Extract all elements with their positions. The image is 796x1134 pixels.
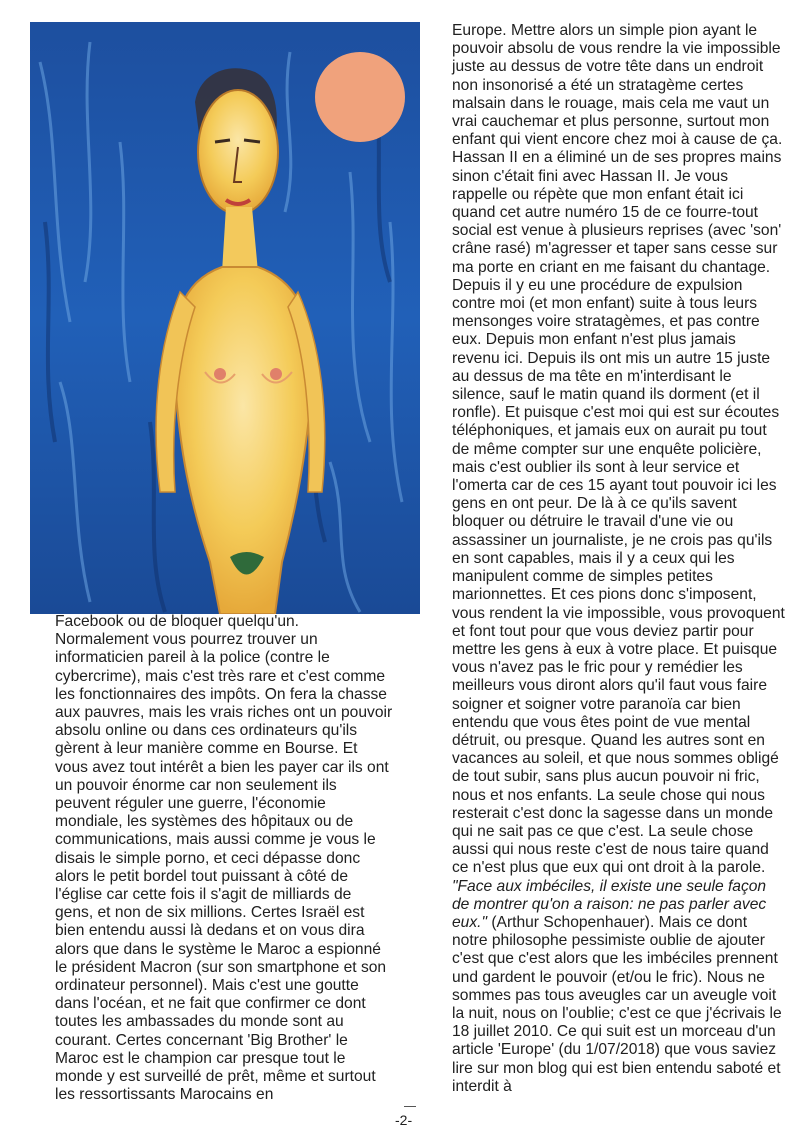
left-column [55,613,393,1104]
schopenhauer-quote: "Face aux imbéciles, il existe une seule façon de montrer qu'on a raison: ne pas parler avec eux." [452,877,767,931]
left-column-text: Facebook ou de bloquer quelqu'un. Normalement vous pourrez trouver un informaticien pareil à la police (contre le cybercrime), mais c'est très rare et c'est comme les fonctionnaires des impôts. On fera la chasse aux pauvres, mais les vrais riches ont un pouvoir absolu online ou dans ces ordinateurs qu'ils gèrent à leur manière comme en Bourse. Et vous avez tout intérêt a bien les payer car ils ont un pouvoir énorme car non seulement ils peuvent réguler une guerre, l'économie mondiale, les systèmes des hôpitaux ou de communications, mais aussi comme je vous le disais le simple porno, et ceci dépasse donc alors le petit bordel tout puissant à côté de l'église car cette fois il s'agit de milliards de gens, et non de six millions. Certes Israël est bien entendu aussi là dedans et on vous dira alors que dans le système le Maroc a espionné le président Macron (sur son smartphone et son ordinateur personnel). Mais c'est une goutte dans l'océan, et ne fait que confirmer ce dont toutes les ambassades du monde sont au courant. Certes concernant 'Big Brother' le Maroc est le champion car presque tout le monde y est surveillé de prêt, même et surtout les ressortissants Marocains en [55,613,393,1104]
page-mark [404,1106,416,1107]
painting-svg [30,22,420,614]
right-column-text-before-quote: Europe. Mettre alors un simple pion ayant le pouvoir absolu de vous rendre la vie impossible juste au dessus de votre tête dans un endroit non insonorisé a été un stratagème certes malsain dans le rouage, mais cela me vaut un vrai cauchemar et plus personne, surtout mon enfant qui vient encore chez moi à cause de ça. Hassan II en a éliminé un de ses propres mains sinon c'était fini avec Hassan II. Je vous rappelle ou répète que mon enfant était ici quand cet autre numéro 15 de ce fourre-tout social est venue à plusieurs reprises (avec 'son' crâne rasé) m'agresser et taper sans cesse sur ma porte en criant en me faisant du chantage. Depuis il y eu une procédure de expulsion contre moi (et mon enfant) suite à tous leurs mensonges voire stratagèmes, et pas contre eux. Depuis mon enfant n'est plus jamais revenu ici. Depuis ils ont mis un autre 15 juste au dessus de ma tête en m'interdisant le silence, sauf le matin quand ils dorment (et il ronfle). Et puisque c'est moi qui est sur écoutes téléphoniques, et jamais eux on aurait pu tout de même compter sur une enquête policière, mais c'est oublier ils sont à leur service et l'omerta car de ces 15 ayant tout pouvoir ici les gens en ont peur. De là à ce qu'ils savent bloquer ou détruire le travail d'une vie ou assassiner un journaliste, je ne crois pas qu'ils en sont capables, mais il y a ceux qui les manipulent comme de simples petites marionnettes. Et ces pions donc s'imposent, vous rendent la vie impossible, vous provoquent et font tout pour que vous deviez partir pour mettre les gens à eux à votre place. Et puisque vous n'avez pas le fric pour y remédier les meilleurs vous diront alors qu'il faut vous faire soigner et soigner votre paranoïa car bien entendu que vous êtes point de vue mental détruit, ou presque. Quand les autres sont en vacances au soleil, et que nous sommes obligé de tout subir, sans plus aucun pouvoir ni fric, nous et nos enfants. La seule chose qui nous resterait c'est donc la sagesse dans un monde qui ne sait pas ce que c'est. La seule chose aussi qui nous reste c'est de nous taire quand ce n'est plus que eux qui ont droit à la parole. [452,22,785,877]
right-column-text-after-quote: (Arthur Schopenhauer). Mais ce dont notre philosophe pessimiste oublie de ajouter c'est que c'est alors que les imbéciles prennent und gardent le pouvoir (et/ou le fric). Nous ne sommes pas tous aveugles car un aveugle voit la nuit, nous on l'oublie; c'est ce que j'écrivais le 18 juillet 2010. Ce qui suit est un morceau d'un article 'Europe' (du 1/07/2018) que vous saviez lire sur mon blog qui est bien entendu saboté et interdit à [452,913,782,1095]
sun-circle [315,52,405,142]
page-number: -2- [395,1112,413,1128]
right-column-paragraph [452,22,786,1096]
right-column [452,22,786,1096]
painting-illustration [30,22,420,614]
